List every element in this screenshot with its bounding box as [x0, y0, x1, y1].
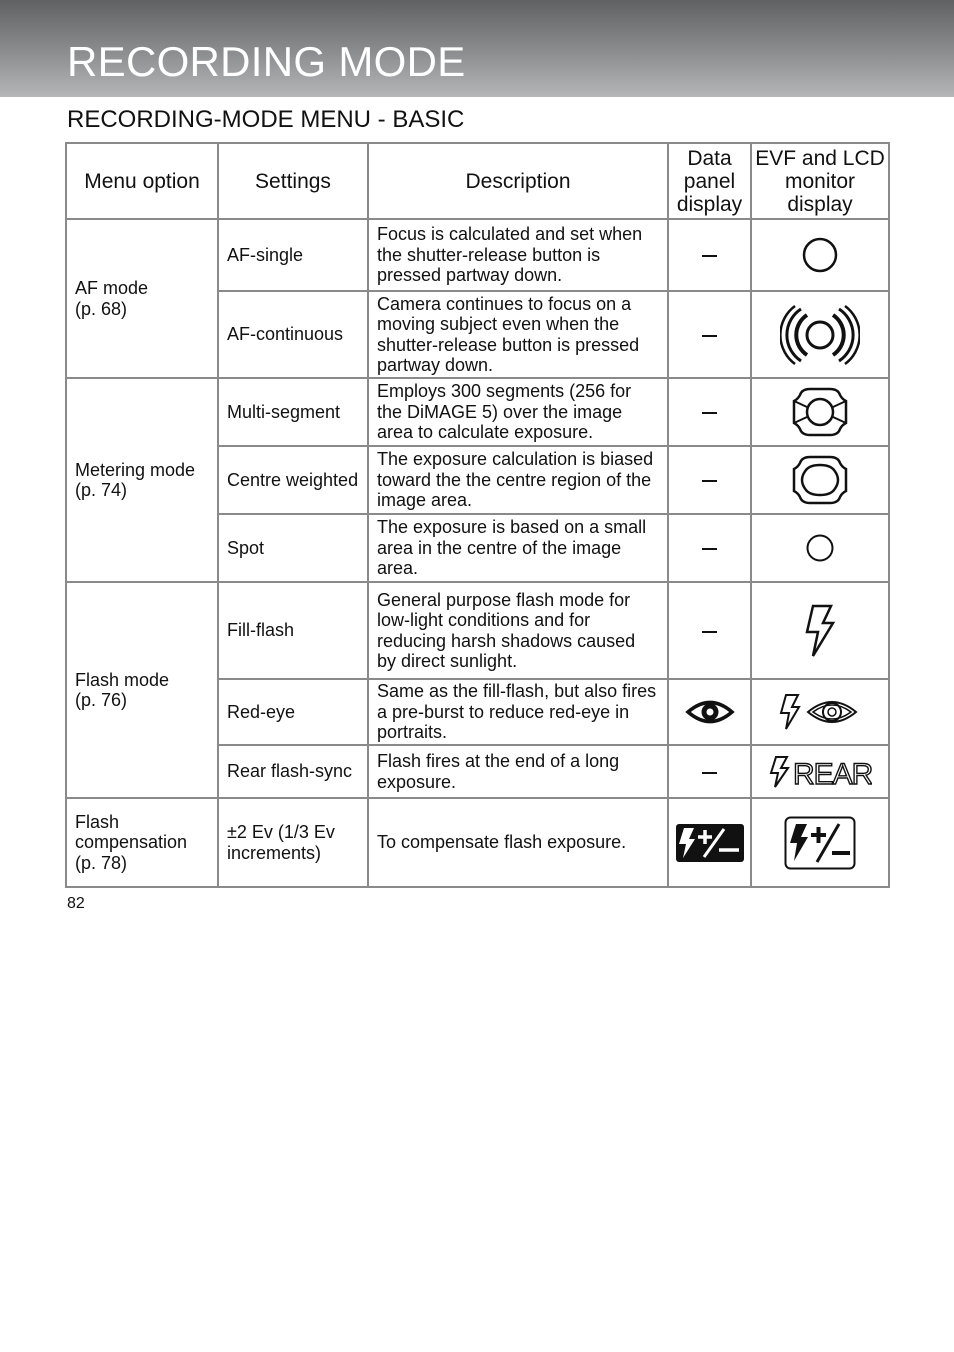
data-panel-cell [668, 679, 751, 745]
page-number: 82 [67, 895, 85, 912]
header-row [66, 143, 889, 219]
data-panel-cell [668, 745, 751, 798]
centre-weighted-metering-icon [788, 453, 852, 507]
data-panel-cell [668, 219, 751, 291]
menu-option-af-mode [66, 219, 218, 378]
description-cell: Focus is calculated and set when the shutter-release button is pressed partway down. [368, 219, 668, 291]
description-cell: The exposure is based on a small area in the centre of the image area. [368, 514, 668, 582]
setting-cell: Red-eye [218, 679, 368, 745]
dash-mark [702, 548, 717, 550]
flash-red-eye-icon [778, 692, 862, 732]
flash-compensation-outline-icon [784, 816, 856, 870]
menu-option-name: Flash compensation [75, 811, 188, 853]
table-row [66, 582, 889, 679]
description-cell: The exposure calculation is biased toward the the centre region of the image area. [368, 446, 668, 514]
af-continuous-icon [780, 303, 860, 367]
evf-display-cell [751, 378, 889, 446]
multi-segment-metering-icon [788, 385, 852, 439]
header-settings: Settings [218, 143, 368, 219]
description-cell: Same as the fill-flash, but also fires a pre-burst to reduce red-eye in portraits. [368, 679, 668, 745]
setting-cell: ±2 Ev (1/3 Ev increments) [218, 798, 368, 887]
evf-display-cell [751, 291, 889, 378]
page-reference: (p. 74) [75, 480, 128, 500]
table-row [66, 798, 889, 887]
dash-mark [702, 772, 717, 774]
dash-mark [702, 255, 717, 257]
page-reference: (p. 68) [75, 298, 128, 319]
data-panel-cell [668, 446, 751, 514]
description-cell: Employs 300 segments (256 for the DiMAGE 5) over the image area to calculate exposure. [368, 378, 668, 446]
header-evf-lcd: EVF and LCD monitor display [751, 143, 889, 219]
spot-metering-icon [804, 532, 836, 564]
setting-cell: Spot [218, 514, 368, 582]
setting-cell: Fill-flash [218, 582, 368, 679]
header-description: Description [368, 143, 668, 219]
page-reference: (p. 76) [75, 690, 128, 710]
fill-flash-icon [803, 603, 837, 659]
data-panel-cell [668, 582, 751, 679]
section-title: RECORDING-MODE MENU - BASIC [67, 106, 465, 133]
description-cell: To compensate flash exposure. [368, 798, 668, 887]
menu-option-flash-mode [66, 582, 218, 798]
data-panel-cell [668, 514, 751, 582]
table-row [66, 219, 889, 291]
page-header [0, 0, 954, 97]
rear-label: REAR [793, 757, 872, 790]
evf-display-cell [751, 679, 889, 745]
setting-cell: Rear flash-sync [218, 745, 368, 798]
description-cell: Flash fires at the end of a long exposure. [368, 745, 668, 798]
af-single-icon [800, 235, 840, 275]
rear-flash-sync-icon [768, 754, 872, 790]
setting-cell: Multi-segment [218, 378, 368, 446]
evf-display-cell [751, 446, 889, 514]
data-panel-cell [668, 378, 751, 446]
dash-mark [702, 631, 717, 633]
table-row [66, 378, 889, 446]
recording-mode-menu-table [65, 142, 890, 888]
dash-mark [702, 412, 717, 414]
data-panel-cell [668, 798, 751, 887]
evf-display-cell [751, 798, 889, 887]
flash-compensation-filled-icon [675, 823, 745, 863]
evf-display-cell [751, 514, 889, 582]
evf-display-cell [751, 219, 889, 291]
menu-option-metering-mode [66, 378, 218, 582]
evf-display-cell [751, 745, 889, 798]
menu-option-name: AF mode [75, 278, 149, 298]
header-menu-option: Menu option [66, 143, 218, 219]
setting-cell: AF-single [218, 219, 368, 291]
evf-display-cell [751, 582, 889, 679]
menu-option-name: Metering mode [75, 459, 196, 480]
setting-cell: AF-continuous [218, 291, 368, 378]
data-panel-cell [668, 291, 751, 378]
setting-cell: Centre weighted [218, 446, 368, 514]
page-title: RECORDING MODE [67, 38, 466, 85]
page-reference: (p. 78) [75, 852, 128, 873]
description-cell: Camera continues to focus on a moving subject even when the shutter-release button is pressed partway down. [368, 291, 668, 378]
dash-mark [702, 335, 717, 337]
red-eye-icon [685, 697, 735, 727]
menu-option-name: Flash mode [75, 669, 170, 690]
description-cell: General purpose flash mode for low-light conditions and for reducing harsh shadows caused by direct sunlight. [368, 582, 668, 679]
header-data-panel: Data panel display [668, 143, 751, 219]
menu-option-flash-compensation [66, 798, 218, 887]
dash-mark [702, 480, 717, 482]
